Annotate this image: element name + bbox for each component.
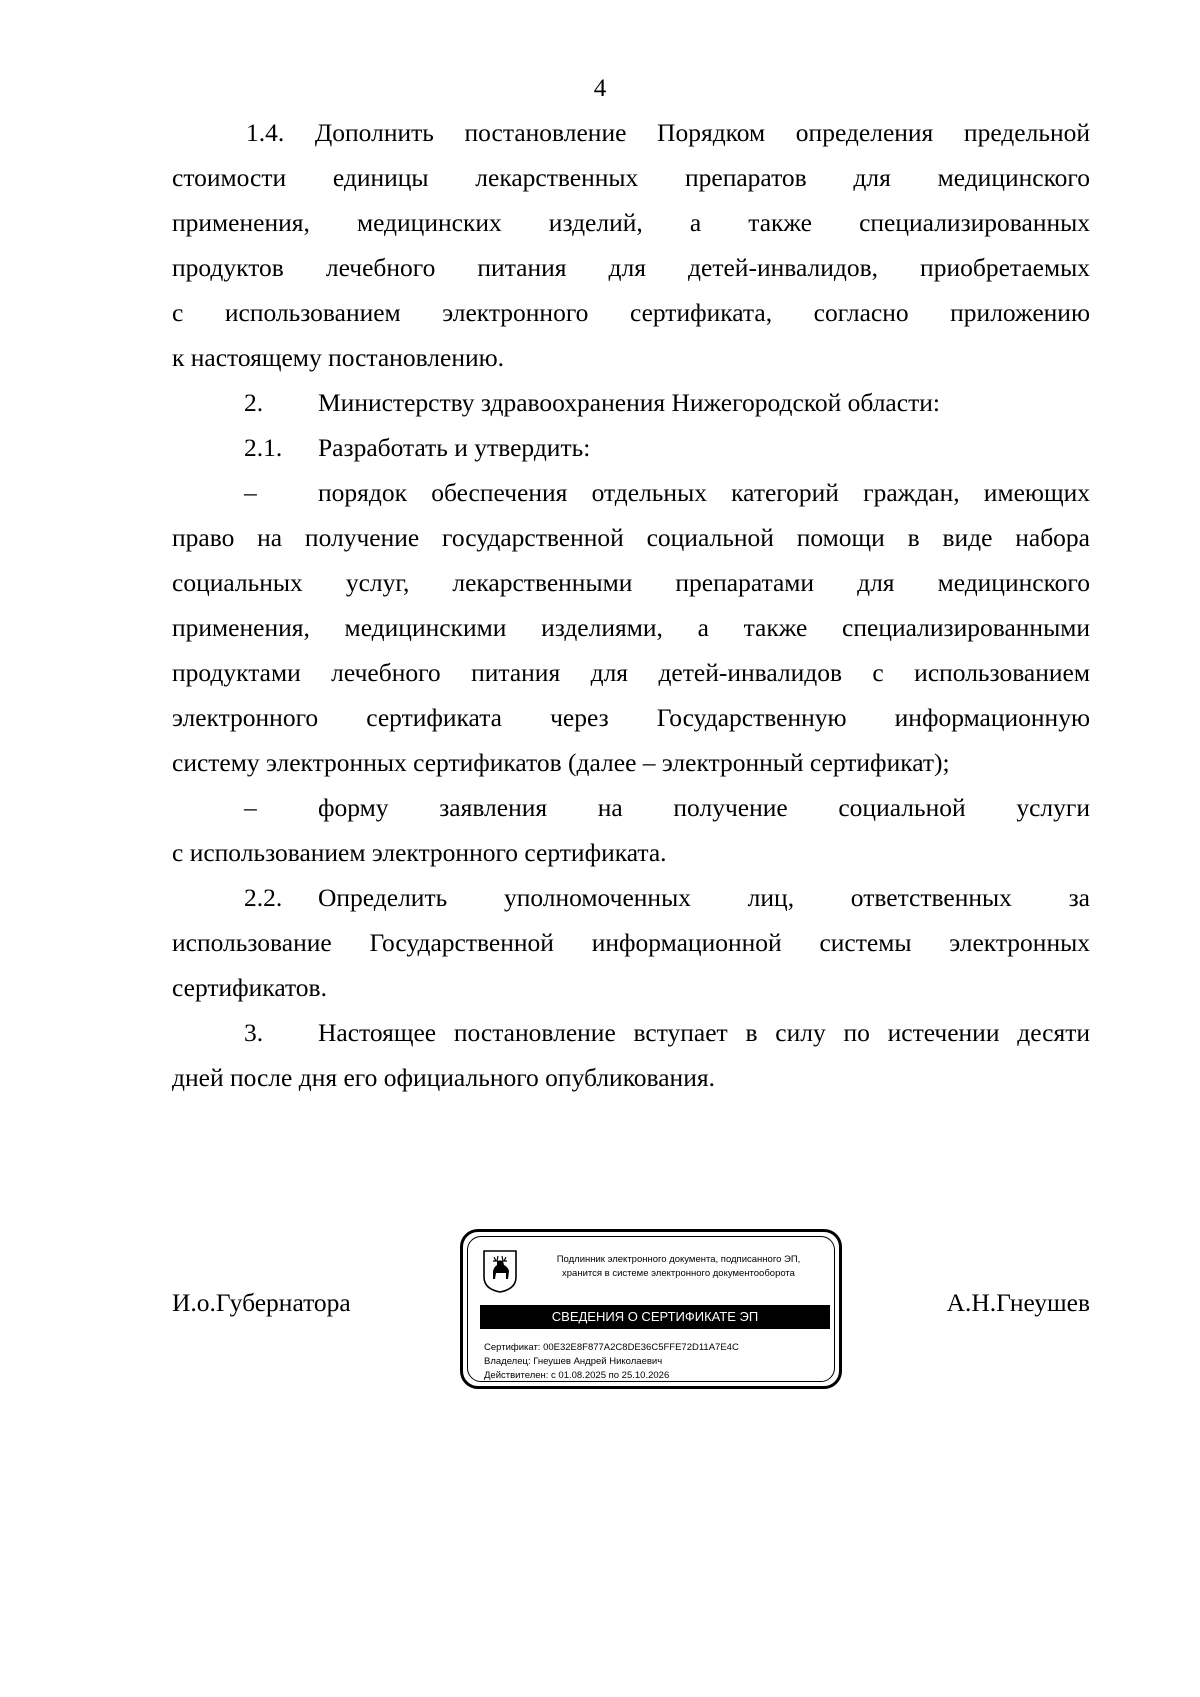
paragraph-2-2-number: 2.2. bbox=[244, 883, 283, 912]
paragraph-3-number: 3. bbox=[244, 1018, 264, 1047]
stamp-header: СВЕДЕНИЯ О СЕРТИФИКАТЕ ЭП bbox=[480, 1305, 830, 1329]
list-item-1-line-3: социальных услуг, лекарственными препаратами для медицинского bbox=[172, 568, 1090, 597]
stamp-note-line-2: хранится в системе электронного документооборота bbox=[562, 1268, 795, 1279]
paragraph-1-4-line-2: стоимости единицы лекарственных препаратов для медицинского bbox=[172, 163, 1090, 192]
list-item-1-line-4: применения, медицинскими изделиями, а также специализированными bbox=[172, 613, 1090, 642]
stamp-note bbox=[526, 1253, 831, 1281]
list-item-1-first-line: порядок обеспечения отдельных категорий граждан, имеющих bbox=[318, 478, 1090, 507]
electronic-signature-stamp bbox=[460, 1229, 842, 1389]
paragraph-2-2-line-3: сертификатов. bbox=[172, 973, 327, 1002]
page-number: 4 bbox=[593, 75, 607, 102]
list-item-2-line-2: с использованием электронного сертификата. bbox=[172, 838, 667, 867]
paragraph-1-4-line-5: с использованием электронного сертификата, согласно приложению bbox=[172, 298, 1090, 327]
paragraph-2-2-line-2: использование Государственной информационной системы электронных bbox=[172, 928, 1090, 957]
paragraph-1-4-line-1: 1.4. Дополнить постановление Порядком определения предельной bbox=[246, 118, 1090, 147]
certificate-validity: Действителен: с 01.08.2025 по 25.10.2026 bbox=[484, 1370, 670, 1381]
signer-title: И.о.Губернатора bbox=[172, 1288, 351, 1317]
list-item-1-line-5: продуктами лечебного питания для детей-инвалидов с использованием bbox=[172, 658, 1090, 687]
certificate-owner: Владелец: Гнеушев Андрей Николаевич bbox=[484, 1356, 663, 1367]
paragraph-2-2-first-line: Определить уполномоченных лиц, ответственных за bbox=[318, 883, 1090, 912]
list-item-1-line-7: систему электронных сертификатов (далее – электронный сертификат); bbox=[172, 748, 950, 777]
paragraph-2-text: Министерству здравоохранения Нижегородской области: bbox=[318, 388, 940, 417]
paragraph-2-number: 2. bbox=[244, 388, 264, 417]
paragraph-2-1-text: Разработать и утвердить: bbox=[318, 433, 591, 462]
signer-name: А.Н.Гнеушев bbox=[946, 1288, 1090, 1317]
certificate-number: Сертификат: 00E32E8F877A2C8DE36C5FFE72D11A7E4C bbox=[484, 1342, 739, 1353]
list-item-1-marker: – bbox=[244, 478, 257, 507]
stamp-note-line-1: Подлинник электронного документа, подписанного ЭП, bbox=[556, 1254, 801, 1265]
paragraph-3-line-2: дней после дня его официального опубликования. bbox=[172, 1063, 715, 1092]
list-item-1-line-2: право на получение государственной социальной помощи в виде набора bbox=[172, 523, 1090, 552]
deer-coat-of-arms-icon bbox=[482, 1249, 518, 1293]
list-item-2-first-line: форму заявления на получение социальной услуги bbox=[318, 793, 1090, 822]
paragraph-1-4-line-6: к настоящему постановлению. bbox=[172, 343, 505, 372]
paragraph-2-1-number: 2.1. bbox=[244, 433, 283, 462]
stamp-details bbox=[484, 1341, 739, 1383]
list-item-1-line-6: электронного сертификата через Государственную информационную bbox=[172, 703, 1090, 732]
paragraph-1-4-line-3: применения, медицинских изделий, а также специализированных bbox=[172, 208, 1090, 237]
list-item-2-marker: – bbox=[244, 793, 257, 822]
paragraph-1-4-line-4: продуктов лечебного питания для детей-инвалидов, приобретаемых bbox=[172, 253, 1090, 282]
stamp-inner-frame bbox=[467, 1236, 835, 1382]
paragraph-3-first-line: Настоящее постановление вступает в силу по истечении десяти bbox=[318, 1018, 1090, 1047]
